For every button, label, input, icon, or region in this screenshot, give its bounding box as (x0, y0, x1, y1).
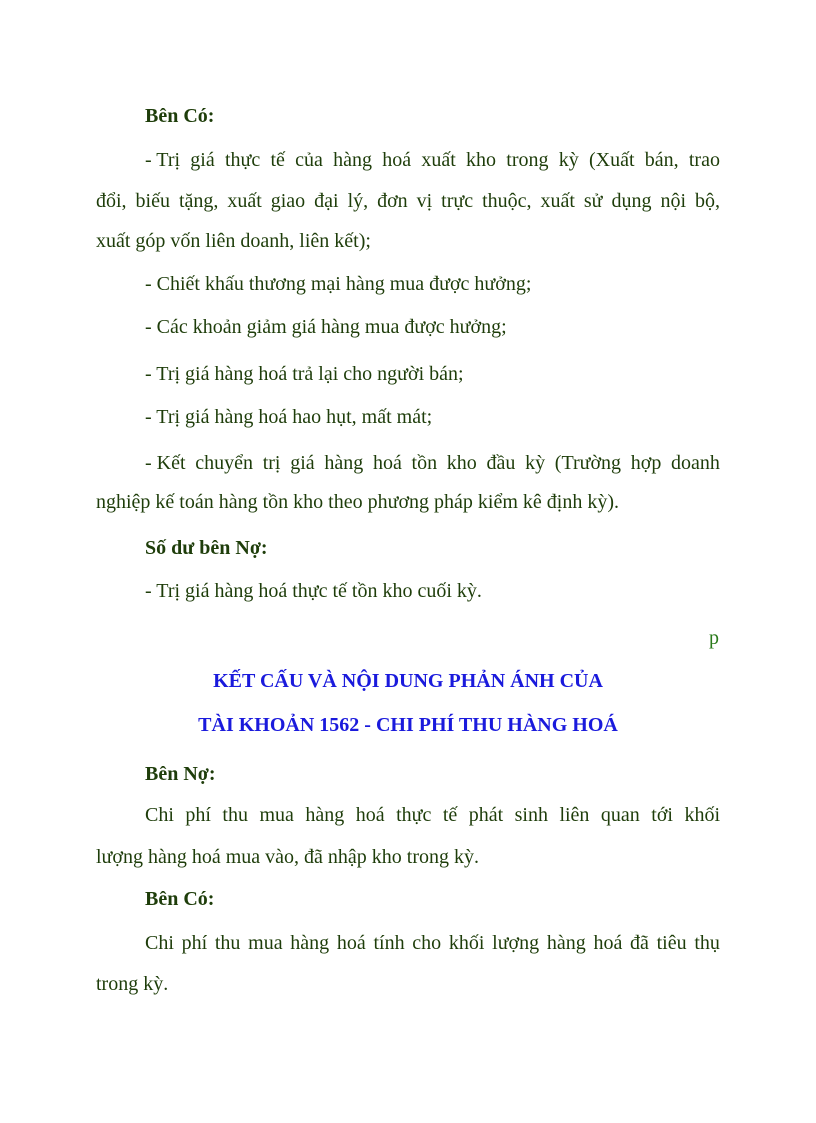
word: hàng (333, 149, 373, 171)
word: Chi (145, 804, 174, 826)
credit-line1 (145, 931, 720, 955)
word: tế (442, 804, 458, 826)
word: biếu (135, 190, 170, 212)
word: đã (630, 932, 649, 954)
word: trị (262, 452, 281, 474)
word: vị (416, 190, 433, 212)
word: khối (684, 804, 720, 826)
word: đại (314, 190, 339, 212)
word: giá (290, 452, 315, 474)
item1-line2 (96, 189, 720, 213)
item1-line1 (145, 148, 720, 172)
word: lượng (492, 932, 540, 954)
word: (Xuất (588, 149, 635, 171)
word: hoá (355, 804, 385, 826)
word: kho (446, 452, 477, 474)
word: (Trường (554, 452, 622, 474)
word: hoá (382, 149, 412, 171)
word: thực (396, 804, 432, 826)
word: của (295, 149, 323, 171)
word: phí (185, 804, 211, 826)
word: chuyển (195, 452, 254, 474)
credit-heading: Bên Có: (145, 105, 215, 127)
word: doanh (671, 452, 720, 474)
word: đổi, (96, 190, 127, 212)
word: lý, (347, 190, 369, 212)
word: khối (448, 932, 485, 954)
word: bán, (644, 149, 679, 171)
word: tặng, (178, 190, 219, 212)
item1-line3: xuất góp vốn liên doanh, liên kết); (96, 230, 371, 252)
item2: - Chiết khấu thương mại hàng mua được hưởng; (145, 273, 532, 295)
section-title-line1: KẾT CẤU VÀ NỘI DUNG PHẢN ÁNH CỦA (213, 670, 603, 692)
word: tới (651, 804, 673, 826)
word: giá (190, 149, 215, 171)
word: dụng (611, 190, 652, 212)
word: hàng (546, 932, 586, 954)
word: thu (214, 932, 241, 954)
item5: - Trị giá hàng hoá hao hụt, mất mát; (145, 406, 433, 428)
item3: - Các khoản giảm giá hàng mua được hưởng; (145, 316, 507, 338)
section-title-line2: TÀI KHOẢN 1562 - CHI PHÍ THU HÀNG HOÁ (198, 714, 618, 736)
item6-line2: nghiệp kế toán hàng tồn kho theo phương pháp kiểm kê định kỳ). (96, 491, 619, 513)
word: thuộc, (482, 190, 532, 212)
word: kỳ (525, 452, 546, 474)
word: giao (270, 190, 306, 212)
word: tồn (411, 452, 438, 474)
word: trong (506, 149, 549, 171)
word: cho (412, 932, 442, 954)
item6-line1 (145, 451, 720, 475)
word: kho (466, 149, 497, 171)
word: kỳ (558, 149, 579, 171)
word: - Trị (145, 149, 181, 171)
debit-line2: lượng hàng hoá mua vào, đã nhập kho trong kỳ. (96, 846, 480, 868)
word: trao (688, 149, 720, 171)
word: hoá (593, 932, 623, 954)
balance-heading: Số dư bên Nợ: (145, 537, 268, 559)
word: hàng (324, 452, 364, 474)
credit-heading-2: Bên Có: (145, 888, 215, 910)
word: xuất (227, 190, 262, 212)
word: thực (224, 149, 261, 171)
balance-item: - Trị giá hàng hoá thực tế tồn kho cuối kỳ. (145, 580, 482, 602)
word: bộ, (694, 190, 720, 212)
word: Chi (145, 932, 174, 954)
word: đầu (486, 452, 516, 474)
word: xuất (540, 190, 575, 212)
credit-line2: trong kỳ. (96, 973, 169, 995)
word: hợp (630, 452, 662, 474)
word: sử (583, 190, 603, 212)
word: xuất (421, 149, 456, 171)
word: tính (373, 932, 405, 954)
word: sinh (514, 804, 548, 826)
debit-line1 (145, 803, 720, 827)
word: hàng (305, 804, 345, 826)
word: hoá (336, 932, 366, 954)
word: phí (181, 932, 208, 954)
word: trực (441, 190, 474, 212)
word: quan (600, 804, 640, 826)
word: thu (222, 804, 248, 826)
word: tiêu (656, 932, 687, 954)
word: tế (270, 149, 285, 171)
word: liên (559, 804, 590, 826)
word: đơn (377, 190, 408, 212)
word: - Kết (145, 452, 186, 474)
item4: - Trị giá hàng hoá trả lại cho người bán; (145, 363, 464, 385)
word: mua (259, 804, 294, 826)
word: hàng (290, 932, 330, 954)
word: nội (660, 190, 687, 212)
debit-heading: Bên Nợ: (145, 763, 216, 785)
word: thụ (694, 932, 720, 954)
word: mua (248, 932, 283, 954)
word: phát (468, 804, 504, 826)
word: hoá (372, 452, 402, 474)
page-mark: p (709, 627, 719, 649)
